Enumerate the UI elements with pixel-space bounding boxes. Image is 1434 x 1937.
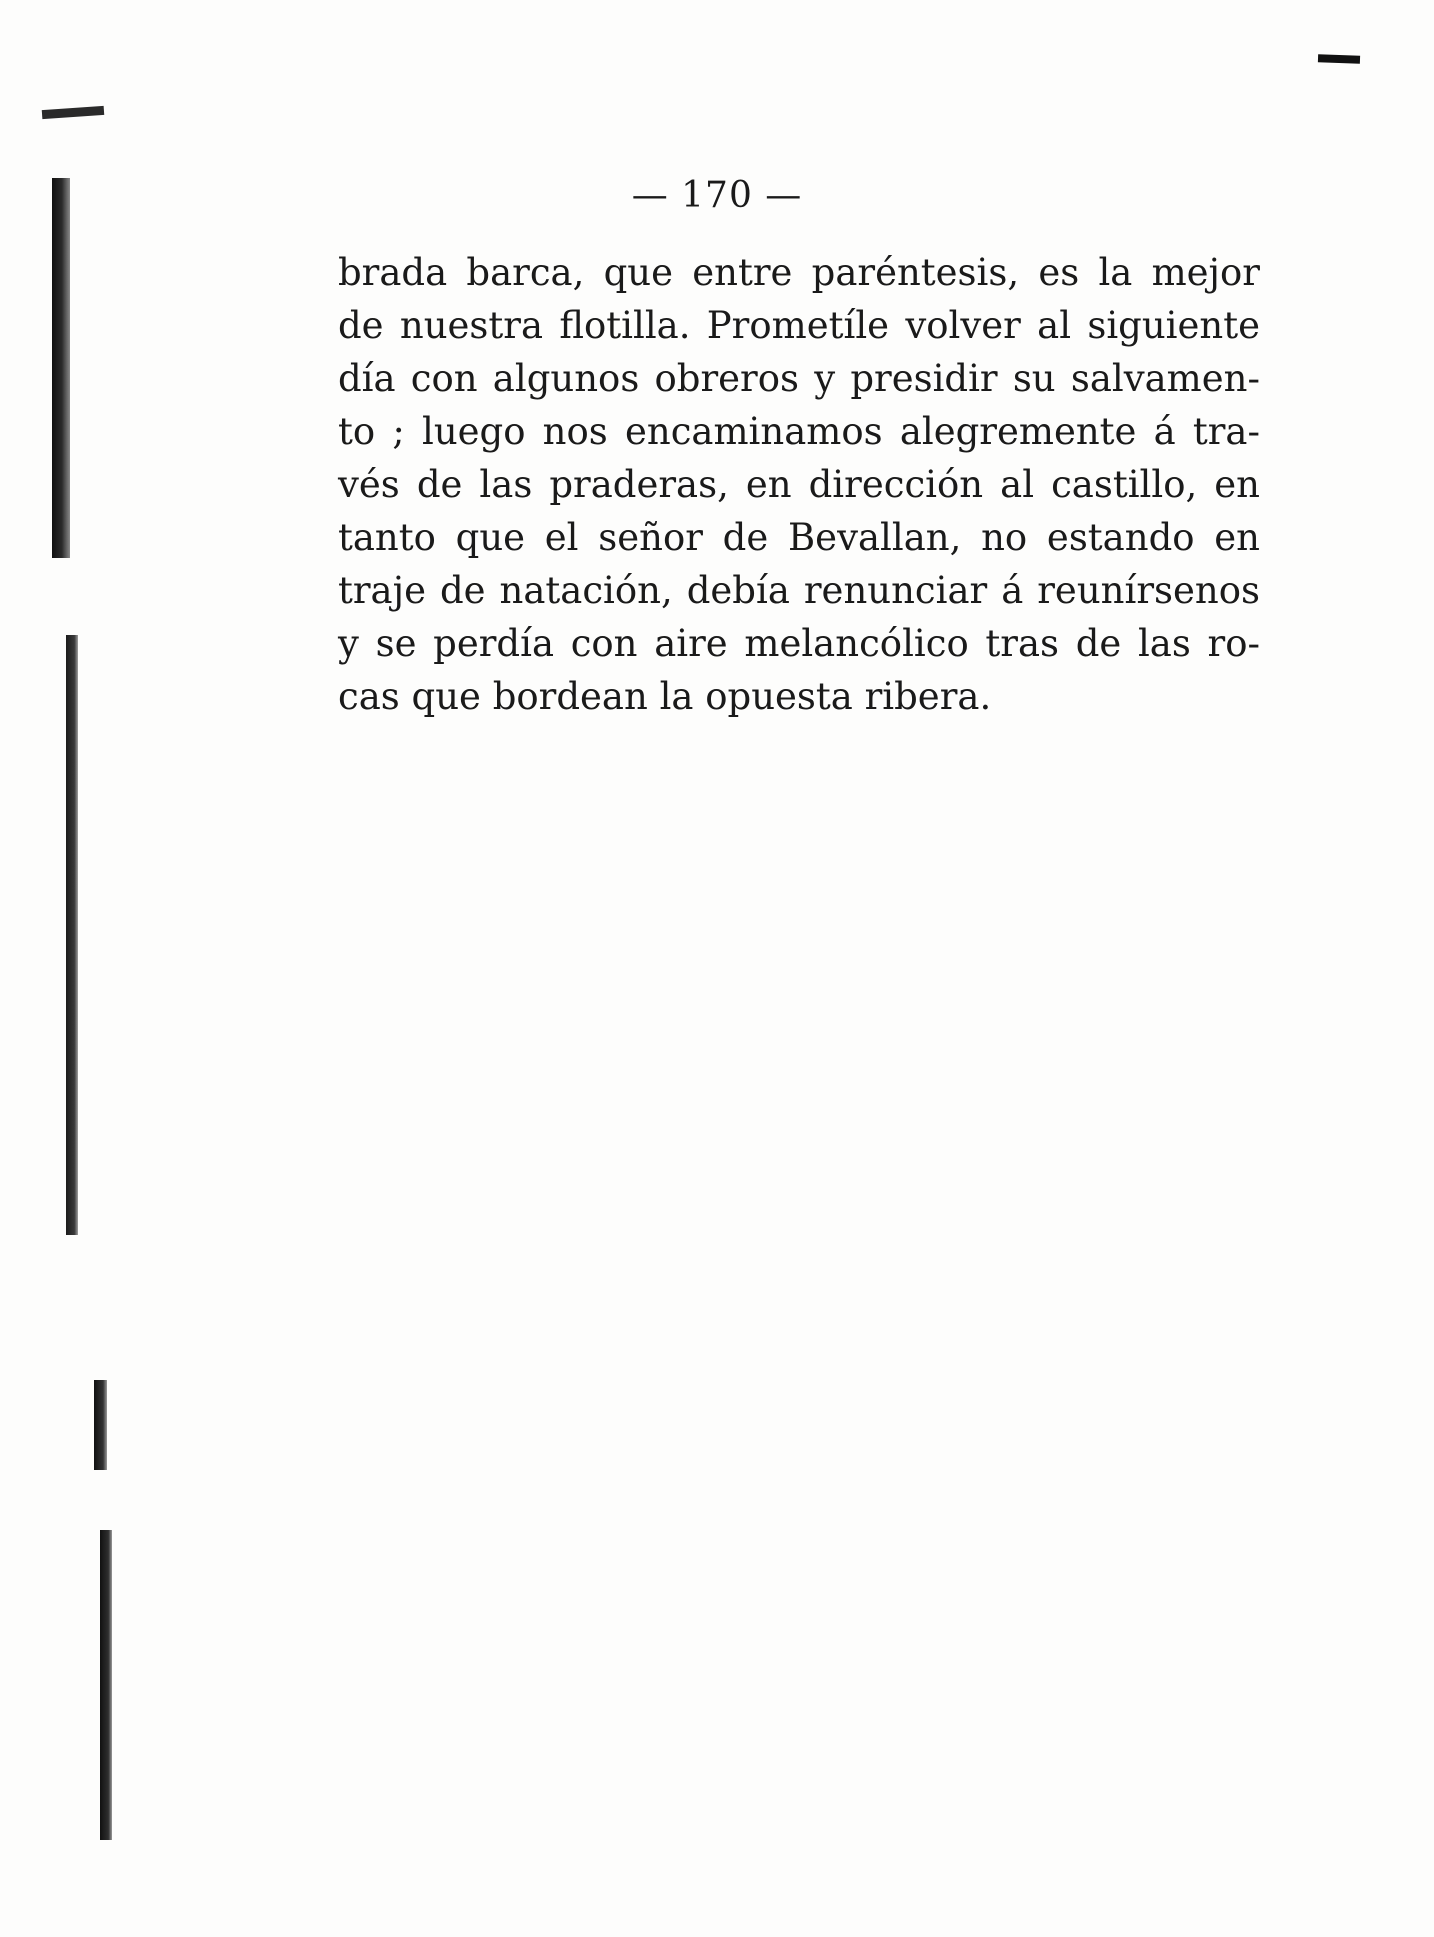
text-line: y se perdía con aire melancólico tras de las ro- xyxy=(338,622,1260,665)
scan-edge-mark xyxy=(42,106,104,119)
text-line: de nuestra flotilla. Prometíle volver al siguiente xyxy=(338,304,1260,347)
binding-shadow xyxy=(52,178,70,558)
text-line: cas que bordean la opuesta ribera. xyxy=(338,675,992,718)
binding-shadow xyxy=(94,1380,107,1470)
binding-shadow xyxy=(66,635,78,1235)
body-text xyxy=(338,246,1260,723)
text-line: to ; luego nos encaminamos alegremente á tra- xyxy=(338,410,1260,453)
text-line: tanto que el señor de Bevallan, no estando en xyxy=(338,516,1260,559)
text-line: traje de natación, debía renunciar á reunírsenos xyxy=(338,569,1260,612)
page-number-header: — 170 — xyxy=(631,175,803,216)
binding-shadow xyxy=(100,1530,112,1840)
text-line: vés de las praderas, en dirección al castillo, en xyxy=(338,463,1260,506)
text-line: brada barca, que entre paréntesis, es la mejor xyxy=(338,251,1260,294)
scan-edge-mark xyxy=(1318,54,1360,63)
text-line: día con algunos obreros y presidir su salvamen- xyxy=(338,357,1260,400)
